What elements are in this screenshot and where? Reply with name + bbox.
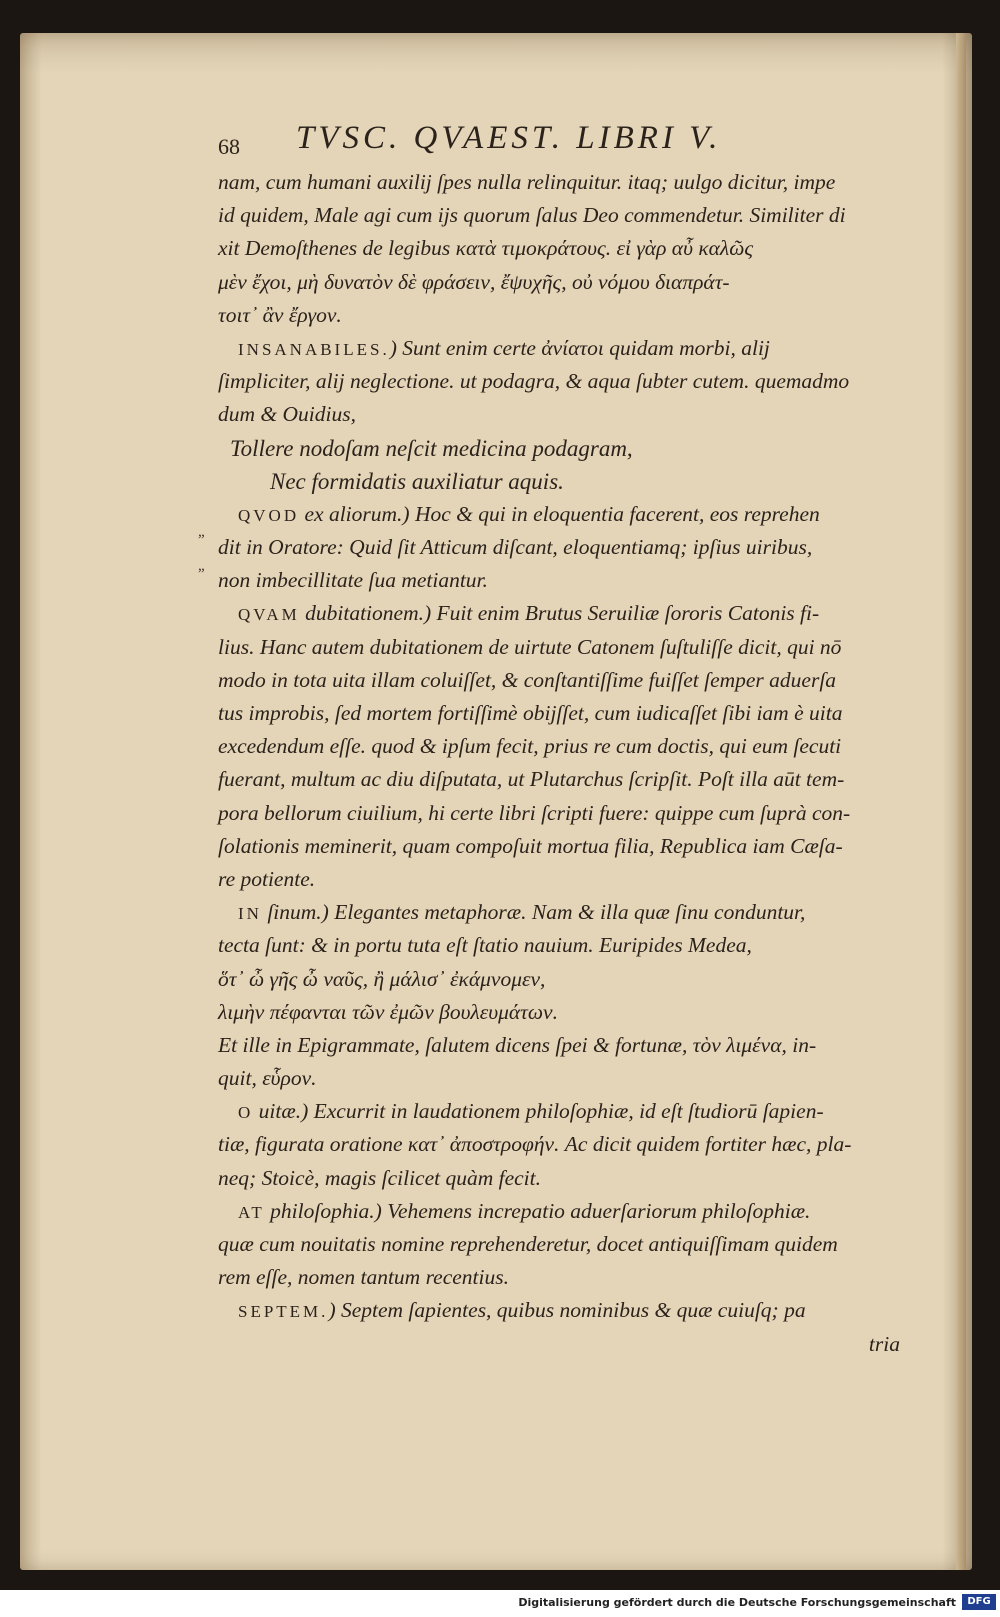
text-line [218,1128,908,1161]
line-text: tus improbis, ſed mortem fortiſſimè obijſſet, cum iudicaſſet ſibi iam è uita [218,701,843,725]
footer-bar [0,1590,1000,1617]
line-text: lius. Hanc autem dubitationem de uirtute Catonem ſuſtuliſſe dicit, qui nō [218,634,842,659]
page-header [218,120,908,166]
line-text: neq; Stoicè, magis ſcilicet quàm fecit. [218,1165,542,1190]
line-text: re potiente. [218,866,316,891]
dfg-logo: DFG [962,1594,996,1610]
text-line [218,1228,908,1261]
line-text: non imbecillitate ſua metiantur. [218,568,488,593]
line-text: τοιτ᾽ ἂν ἔργον. [218,302,342,327]
text-line [218,332,908,365]
text-line [218,797,908,830]
text-line [218,299,908,332]
text-line [218,863,908,896]
text-line [218,697,908,730]
lemma: QVOD [238,505,300,525]
page-number: 68 [218,134,240,159]
text-line [218,1162,908,1195]
text-line [218,199,908,232]
text-line [218,564,908,597]
line-text: Et ille in Epigrammate, ſalutem dicens ſpei & fortunæ, τὸν λιμένα, in- [218,1032,817,1057]
line-text: fuerant, multum ac diu diſputata, ut Plutarchus ſcripſit. Poſt illa aūt tem- [218,767,845,792]
line-text: pora bellorum ciuilium, hi certe libri ſcripti fuere: quippe cum ſuprà con- [218,800,851,825]
line-text: ) Septem ſapientes, quibus nominibus & quæ cuiuſq; pa [328,1298,806,1323]
margin-quote-mark: „ [198,524,205,540]
text-line [218,1095,908,1128]
line-text: xit Demoſthenes de legibus κατὰ τιμοκράτους. εἰ γὰρ αὖ καλῶς [218,236,754,261]
lemma: INSANABILES. [238,339,390,359]
line-text: ) Sunt enim certe ἀνίατοι quidam morbi, alij [389,335,770,360]
text-line [218,830,908,863]
text-line [218,1261,908,1294]
line-text: dubitationem.) Fuit enim Brutus Seruiliæ ſororis Catonis fi- [299,601,820,626]
text-line [218,531,908,564]
line-text: ſimpliciter, alij neglectione. ut podagra, & aqua ſubter cutem. quemadmo [218,369,850,394]
line-text: rem eſſe, nomen tantum recentius. [218,1265,509,1290]
line-text: λιμὴν πέφανται τῶν ἐμῶν βουλευμάτων. [218,999,558,1024]
text-line [218,963,908,996]
text-line [218,166,908,199]
text-line [218,465,908,498]
lemma: AT [238,1202,265,1222]
margin-quote-mark: „ [198,558,205,574]
text-line [218,266,908,299]
line-text: dit in Oratore: Quid ſit Atticum diſcant, eloquentiamq; ipſius uiribus, [218,535,813,560]
line-text: tiæ, figurata oratione κατ᾽ ἀποστροφήν. Ac dicit quidem fortiter hæc, pla- [218,1132,852,1157]
line-text: philoſophia.) Vehemens increpatio aduerſariorum philoſophiæ. [264,1198,811,1223]
text-line [218,432,908,465]
line-text: excedendum eſſe. quod & ipſum fecit, prius re cum doctis, qui eum ſecuti [218,734,842,759]
text-line [218,664,908,697]
text-line [218,996,908,1029]
line-text: Nec formidatis auxiliatur aquis. [270,468,564,494]
text-line [218,631,908,664]
line-text: ὅτ᾽ ὦ γῆς ὦ ναῦς, ἢ μάλισ᾽ ἐκάμνομεν, [218,966,546,991]
lemma: SEPTEM. [238,1302,329,1322]
page-text-block [218,120,908,1361]
text-line [218,1328,908,1361]
text-line [218,896,908,929]
lemma: IN [238,904,262,924]
text-line [218,232,908,265]
text-line [218,1294,908,1327]
line-text: tria [868,1331,900,1356]
line-text: quit, εὗρον. [218,1066,317,1091]
line-text: nam, cum humani auxilij ſpes nulla relinquitur. itaq; uulgo dicitur, impe [218,170,836,194]
line-text: dum & Ouidius, [218,402,356,427]
line-text: ſinum.) Elegantes metaphoræ. Nam & illa quæ ſinu conduntur, [261,900,806,925]
line-text: uitæ.) Excurrit in laudationem philoſophiæ, id eſt ſtudiorū ſapien- [253,1099,824,1124]
line-text: ex aliorum.) Hoc & qui in eloquentia facerent, eos reprehen [299,501,820,526]
page-edge [956,33,966,1570]
funding-note: Digitalisierung gefördert durch die Deutsche Forschungsgemeinschaft [518,1596,956,1609]
lemma: QVAM [238,605,300,625]
text-line [218,498,908,531]
text-line [218,730,908,763]
line-text: modo in tota uita illam coluiſſet, & conſtantiſſime fuiſſet ſemper aduerſa [218,667,837,692]
text-line [218,365,908,398]
text-line [218,1195,908,1228]
line-text: quæ cum nouitatis nomine reprehenderetur, docet antiquiſſimam quidem [218,1232,838,1256]
text-line [218,1029,908,1062]
line-text: μὲν ἔχοι, μὴ δυνατὸν δὲ φράσειν, ἔψυχῆς, οὐ νόμου διαπράτ- [218,269,730,294]
line-text: tecta ſunt: & in portu tuta eſt ſtatio nauium. Euripides Medea, [218,933,752,958]
text-line [218,597,908,630]
text-line [218,1062,908,1095]
line-text: id quidem, Male agi cum ijs quorum ſalus Deo commendetur. Similiter di [218,203,846,228]
line-text: Tollere nodoſam neſcit medicina podagram, [230,435,633,461]
text-line [218,929,908,962]
text-line [218,763,908,796]
lemma: O [238,1103,254,1123]
running-head: TVSC. QVAEST. LIBRI V. [296,120,722,156]
text-lines [218,166,908,1361]
text-line [218,398,908,431]
line-text: ſolationis meminerit, quam compoſuit mortua filia, Republica iam Cæſa- [218,833,843,858]
